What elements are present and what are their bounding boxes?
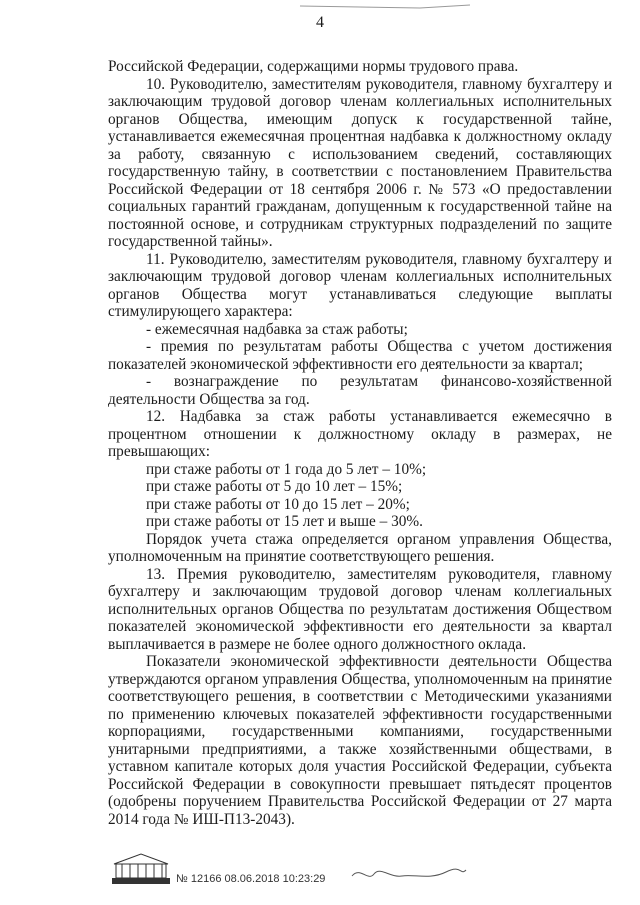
handwritten-mark [350, 862, 470, 888]
paragraph-kpi: Показатели экономической эффективности деятельности Общества утверждаются органом управления Общества, уполномоченным на принятие соответствующего решения, в соответствии с Методическими указаниями по применению ключевых показателей эффективности государственными корпорациями, государственными компаниями, государственными унитарными предприятиями, а также хозяйственными обществами, в уставном капитале которых доля участия Российской Федерации, субъекта Российской Федерации в совокупности превышает пятьдесят процентов (одобрены поручением Правительства Российской Федерации от 27 марта 2014 года № ИШ-П13-2043). [108, 653, 612, 828]
paragraph-13: 13. Премия руководителю, заместителям руководителя, главному бухгалтеру и заключающим трудовой договор членам коллегиальных исполнительных органов Общества по результатам достижения Обществом показателей экономической эффективности его деятельности за квартал выплачивается в размере не более одного должностного оклада. [108, 565, 612, 653]
list-item: - ежемесячная надбавка за стаж работы; [146, 320, 408, 338]
list-item: при стаже работы от 1 года до 5 лет – 10%; [146, 460, 427, 478]
paragraph-10: 10. Руководителю, заместителям руководителя, главному бухгалтеру и заключающим трудовой договор членам коллегиальных исполнительных органов Общества, имеющим допуск к государственной тайне, устанавливается ежемесячная процентная надбавка к должностному окладу за работу, связанную с использованием сведений, составляющих государственную тайну, в соответствии с постановлением Правительства Российской Федерации от 18 сентября 2006 г. № 573 «О предоставлении социальных гарантий гражданам, допущенным к государственной тайне на постоянной основе, и сотрудникам структурных подразделений по защите государственной тайны». [108, 75, 612, 250]
list-item: - премия по результатам работы Общества с учетом достижения показателей экономической эффективности его деятельности за квартал; [108, 338, 612, 373]
list-item: при стаже работы от 15 лет и выше – 30%. [146, 513, 423, 530]
paragraph-11: 11. Руководителю, заместителям руководителя, главному бухгалтеру и заключающим трудовой договор членам коллегиальных исполнительных органов Общества могут устанавливаться следующие выплаты стимулирующего характера: [108, 250, 612, 320]
list-item: - вознаграждение по результатам финансово-хозяйственной деятельности Общества за год. [108, 373, 612, 408]
registration-stamp: № 12166 08.06.2018 10:23:29 [176, 873, 326, 885]
scan-artifact [0, 0, 640, 10]
paragraph-12: 12. Надбавка за стаж работы устанавливается ежемесячно в процентном отношении к должностному окладу в размерах, не превышающих: [108, 408, 612, 460]
list-item: при стаже работы от 5 до 10 лет – 15%; [146, 478, 403, 495]
page-number: 4 [316, 14, 324, 31]
seniority-rates-list [108, 461, 612, 531]
bonus-list [108, 321, 612, 409]
document-body [108, 58, 612, 828]
footer [110, 873, 630, 900]
paragraph-12-order: Порядок учета стажа определяется органом управления Общества, уполномоченным на принятие соответствующего решения. [108, 530, 612, 565]
paragraph-continuation: Российской Федерации, содержащими нормы трудового права. [108, 58, 519, 75]
list-item: при стаже работы от 10 до 15 лет – 20%; [146, 495, 410, 513]
government-building-logo [110, 846, 172, 886]
